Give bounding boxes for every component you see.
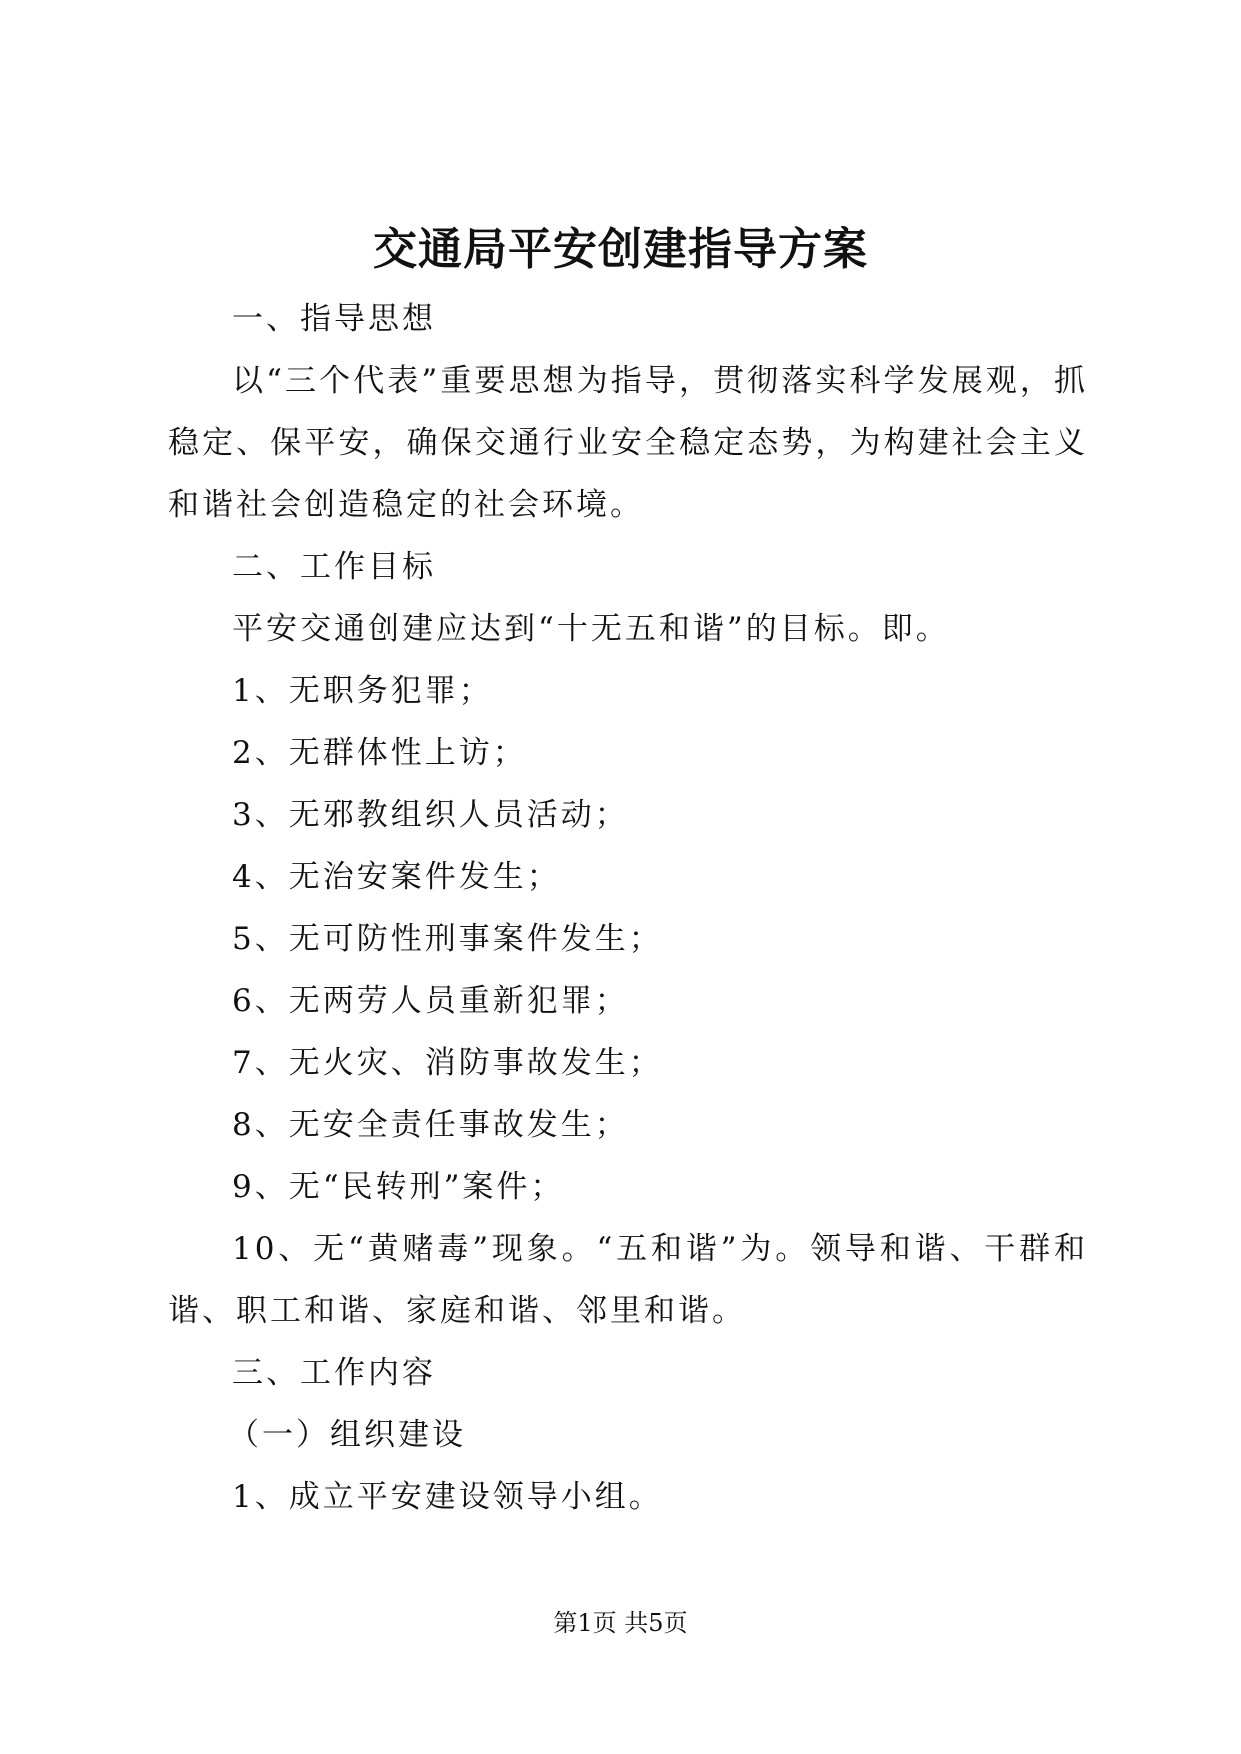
- list-item: 1、成立平安建设领导小组。: [232, 1479, 663, 1515]
- list-item: 4、无治安案件发生；: [232, 859, 561, 895]
- page-number-footer: 第1页 共5页: [553, 1609, 688, 1637]
- list-item: 7、无火灾、消防事故发生；: [232, 1045, 663, 1081]
- document-title: 交通局平安创建指导方案: [373, 224, 868, 275]
- paragraph: 平安交通创建应达到“十无五和谐”的目标。即。: [232, 611, 950, 647]
- section-heading: 一、指导思想: [232, 301, 436, 337]
- list-item: 1、无职务犯罪；: [232, 673, 493, 709]
- list-item: 2、无群体性上访；: [232, 735, 527, 771]
- section-heading: 二、工作目标: [232, 549, 436, 585]
- list-item: 6、无两劳人员重新犯罪；: [232, 983, 629, 1019]
- subsection-heading: （一）组织建设: [228, 1417, 466, 1453]
- document-body: [168, 288, 1088, 1528]
- list-item: 9、无“民转刑”案件；: [232, 1169, 565, 1205]
- list-item: 3、无邪教组织人员活动；: [232, 797, 629, 833]
- list-item: 8、无安全责任事故发生；: [232, 1107, 629, 1143]
- section-heading: 三、工作内容: [232, 1355, 436, 1391]
- list-item: 10、无“黄赌毒”现象。“五和谐”为。领导和谐、干群和谐、职工和谐、家庭和谐、邻里和谐。: [168, 1231, 1088, 1329]
- paragraph: 以“三个代表”重要思想为指导，贯彻落实科学发展观，抓稳定、保平安，确保交通行业安全稳定态势，为构建社会主义和谐社会创造稳定的社会环境。: [168, 363, 1088, 523]
- list-item: 5、无可防性刑事案件发生；: [232, 921, 663, 957]
